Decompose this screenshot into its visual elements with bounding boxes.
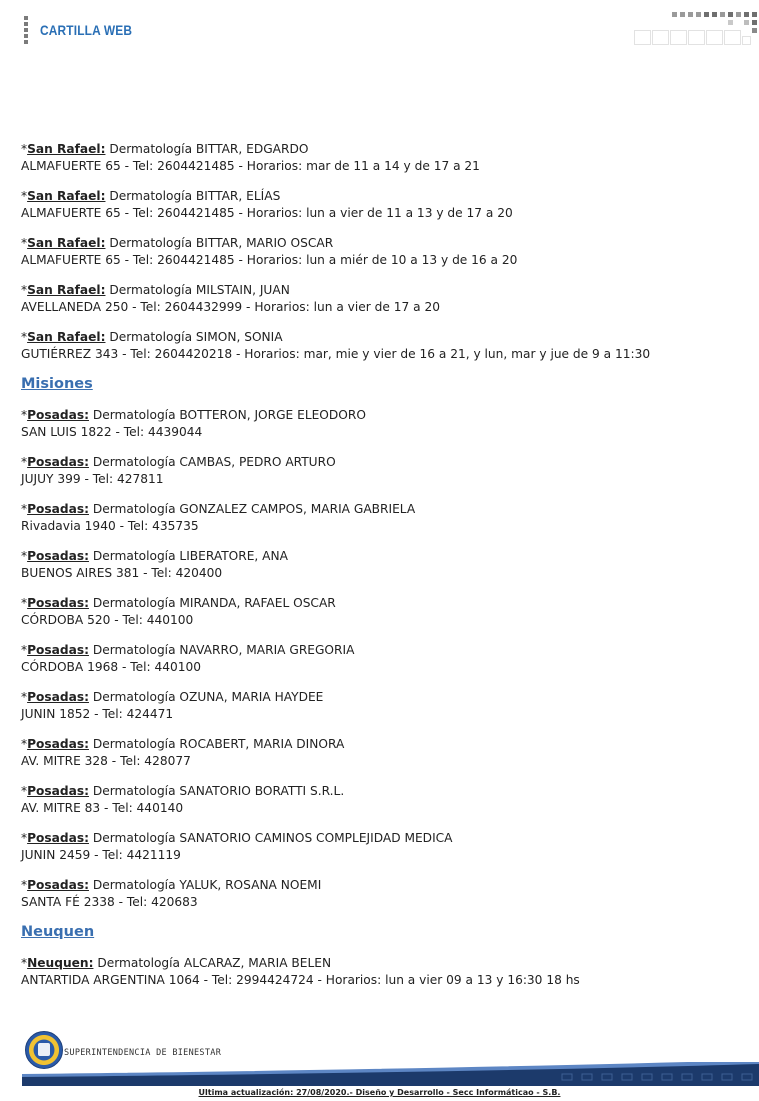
provider-heading: *Posadas: Dermatología NAVARRO, MARIA GREGORIA <box>21 643 355 657</box>
provider-entry <box>21 783 741 817</box>
provider-name: Dermatología BITTAR, ELÍAS <box>109 189 281 203</box>
footer-organization: SUPERINTENDENCIA DE BIENESTAR <box>64 1048 222 1058</box>
provider-city: Posadas: <box>27 690 89 704</box>
provider-city: San Rafael: <box>27 189 106 203</box>
provider-name: Dermatología NAVARRO, MARIA GREGORIA <box>92 643 355 657</box>
provider-name: Dermatología SANATORIO BORATTI S.R.L. <box>92 784 345 798</box>
provider-heading: *San Rafael: Dermatología BITTAR, ELÍAS <box>21 189 281 203</box>
provider-city: Posadas: <box>27 455 89 469</box>
provider-address: AV. MITRE 328 - Tel: 428077 <box>21 754 191 768</box>
provider-entry <box>21 642 741 676</box>
provider-city: Posadas: <box>27 643 89 657</box>
provider-address: JUNIN 1852 - Tel: 424471 <box>21 707 174 721</box>
provider-name: Dermatología LIBERATORE, ANA <box>92 549 288 563</box>
provider-entry <box>21 830 741 864</box>
provider-name: Dermatología BOTTERON, JORGE ELEODORO <box>92 408 366 422</box>
provider-heading: *Posadas: Dermatología BOTTERON, JORGE ELEODORO <box>21 408 366 422</box>
provider-heading: *San Rafael: Dermatología MILSTAIN, JUAN <box>21 283 290 297</box>
provider-address: JUJUY 399 - Tel: 427811 <box>21 472 164 486</box>
provider-name: Dermatología CAMBAS, PEDRO ARTURO <box>92 455 336 469</box>
provider-city: Posadas: <box>27 549 89 563</box>
provider-name: Dermatología YALUK, ROSANA NOEMI <box>92 878 322 892</box>
provider-city: San Rafael: <box>27 330 106 344</box>
provider-entry <box>21 282 741 316</box>
provider-city: Posadas: <box>27 596 89 610</box>
provider-heading: *Posadas: Dermatología SANATORIO BORATTI S.R.L. <box>21 784 345 798</box>
provider-name: Dermatología ALCARAZ, MARIA BELEN <box>97 956 332 970</box>
provider-heading: *Posadas: Dermatología OZUNA, MARIA HAYDEE <box>21 690 324 704</box>
provider-heading: *Posadas: Dermatología MIRANDA, RAFAEL OSCAR <box>21 596 336 610</box>
provider-city: Posadas: <box>27 408 89 422</box>
provider-name: Dermatología OZUNA, MARIA HAYDEE <box>92 690 324 704</box>
provider-name: Dermatología SANATORIO CAMINOS COMPLEJIDAD MEDICA <box>92 831 453 845</box>
provider-heading: *Posadas: Dermatología CAMBAS, PEDRO ARTURO <box>21 455 336 469</box>
provider-address: ALMAFUERTE 65 - Tel: 2604421485 - Horarios: lun a vier de 11 a 13 y de 17 a 20 <box>21 206 513 220</box>
provider-city: Posadas: <box>27 878 89 892</box>
provider-entry <box>21 689 741 723</box>
provider-city: Neuquen: <box>27 956 94 970</box>
provider-entry <box>21 407 741 441</box>
provider-heading: *Posadas: Dermatología LIBERATORE, ANA <box>21 549 288 563</box>
page-header <box>0 0 759 60</box>
provider-address: ALMAFUERTE 65 - Tel: 2604421485 - Horarios: mar de 11 a 14 y de 17 a 21 <box>21 159 480 173</box>
provider-address: BUENOS AIRES 381 - Tel: 420400 <box>21 566 223 580</box>
page-title: CARTILLA WEB <box>40 22 133 38</box>
provider-entry <box>21 955 741 989</box>
provider-name: Dermatología ROCABERT, MARIA DINORA <box>92 737 345 751</box>
provider-heading: *Posadas: Dermatología SANATORIO CAMINOS COMPLEJIDAD MEDICA <box>21 831 453 845</box>
provider-heading: *Posadas: Dermatología ROCABERT, MARIA DINORA <box>21 737 345 751</box>
provider-address: SANTA FÉ 2338 - Tel: 420683 <box>21 895 198 909</box>
section-heading-misiones: Misiones <box>21 376 93 392</box>
provider-entry <box>21 501 741 535</box>
section-heading-neuquen: Neuquen <box>21 924 95 940</box>
grid-logo-icon <box>634 12 759 46</box>
entry-list-posadas <box>21 407 741 911</box>
page-footer <box>0 1028 759 1101</box>
provider-entry <box>21 454 741 488</box>
provider-address: JUNIN 2459 - Tel: 4421119 <box>21 848 181 862</box>
provider-entry <box>21 188 741 222</box>
provider-address: CÓRDOBA 1968 - Tel: 440100 <box>21 660 202 674</box>
provider-address: AV. MITRE 83 - Tel: 440140 <box>21 801 184 815</box>
provider-name: Dermatología SIMON, SONIA <box>109 330 283 344</box>
provider-entry <box>21 595 741 629</box>
provider-heading: *Posadas: Dermatología GONZALEZ CAMPOS, MARIA GABRIELA <box>21 502 416 516</box>
provider-heading: *Posadas: Dermatología YALUK, ROSANA NOEMI <box>21 878 322 892</box>
provider-heading: *San Rafael: Dermatología SIMON, SONIA <box>21 330 283 344</box>
provider-heading: *San Rafael: Dermatología BITTAR, EDGARDO <box>21 142 309 156</box>
footer-update-note: Ultima actualización: 27/08/2020.- Diseño y Desarrollo - Secc Informáticao - S.B. <box>198 1088 561 1097</box>
provider-city: Posadas: <box>27 784 89 798</box>
provider-name: Dermatología MIRANDA, RAFAEL OSCAR <box>92 596 336 610</box>
entry-list-neuquen <box>21 955 741 989</box>
provider-address: ALMAFUERTE 65 - Tel: 2604421485 - Horarios: lun a miér de 10 a 13 y de 16 a 20 <box>21 253 518 267</box>
provider-name: Dermatología BITTAR, EDGARDO <box>109 142 309 156</box>
provider-city: San Rafael: <box>27 142 106 156</box>
provider-address: ANTARTIDA ARGENTINA 1064 - Tel: 2994424724 - Horarios: lun a vier 09 a 13 y 16:30 18 hs <box>21 973 580 987</box>
provider-address: GUTIÉRREZ 343 - Tel: 2604420218 - Horarios: mar, mie y vier de 16 a 21, y lun, mar y jue de 9 a 11:30 <box>21 347 651 361</box>
provider-address: CÓRDOBA 520 - Tel: 440100 <box>21 613 194 627</box>
provider-heading: *Neuquen: Dermatología ALCARAZ, MARIA BELEN <box>21 956 332 970</box>
header-accent-bar <box>24 16 28 46</box>
provider-city: Posadas: <box>27 831 89 845</box>
provider-entry <box>21 548 741 582</box>
provider-entry <box>21 736 741 770</box>
provider-address: Rivadavia 1940 - Tel: 435735 <box>21 519 199 533</box>
provider-entry <box>21 877 741 911</box>
provider-name: Dermatología GONZALEZ CAMPOS, MARIA GABRIELA <box>92 502 416 516</box>
provider-city: Posadas: <box>27 502 89 516</box>
provider-entry <box>21 141 741 175</box>
provider-name: Dermatología BITTAR, MARIO OSCAR <box>109 236 334 250</box>
provider-city: San Rafael: <box>27 283 106 297</box>
provider-heading: *San Rafael: Dermatología BITTAR, MARIO OSCAR <box>21 236 334 250</box>
provider-city: Posadas: <box>27 737 89 751</box>
directory-listing <box>21 141 741 1002</box>
provider-entry <box>21 235 741 269</box>
footer-wave-band <box>22 1062 759 1086</box>
provider-name: Dermatología MILSTAIN, JUAN <box>109 283 290 297</box>
provider-address: AVELLANEDA 250 - Tel: 2604432999 - Horarios: lun a vier de 17 a 20 <box>21 300 440 314</box>
provider-entry <box>21 329 741 363</box>
provider-city: San Rafael: <box>27 236 106 250</box>
entry-list-san-rafael <box>21 141 741 363</box>
provider-address: SAN LUIS 1822 - Tel: 4439044 <box>21 425 203 439</box>
